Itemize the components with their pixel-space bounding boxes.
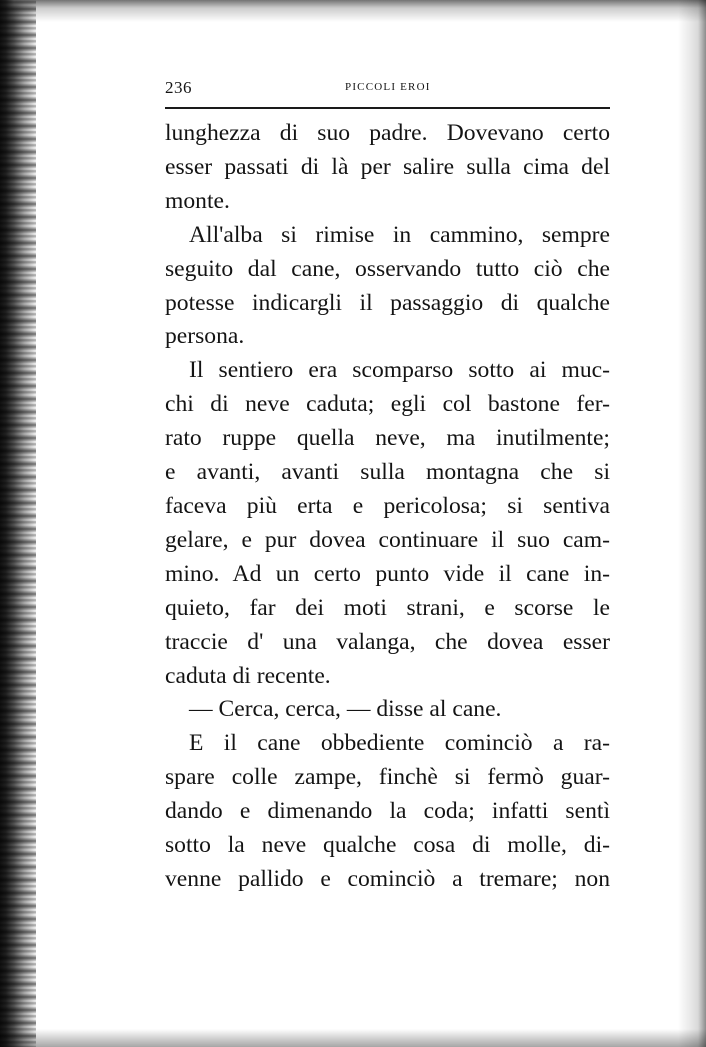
text-line: esser passati di là per salire sulla cima del: [165, 153, 610, 180]
text-line: persona.: [165, 323, 245, 350]
text-line: sotto la neve qualche cosa di molle, di-: [165, 832, 610, 859]
text-line: gelare, e pur dovea continuare il suo cam-: [165, 526, 610, 553]
text-line: e avanti, avanti sulla montagna che si: [165, 459, 610, 486]
scan-edge-top: [0, 0, 706, 22]
text-line: venne pallido e cominciò a tremare; non: [165, 865, 610, 892]
text-line: monte.: [165, 187, 230, 214]
text-line: — Cerca, cerca, — disse al cane.: [189, 696, 502, 723]
text-line: mino. Ad un certo punto vide il cane in-: [165, 560, 610, 587]
text-line: potesse indicargli il passaggio di qualche: [165, 289, 610, 316]
text-line: Il sentiero era scomparso sotto ai muc-: [189, 357, 610, 384]
running-title: PICCOLI EROI: [345, 81, 431, 93]
text-line: E il cane obbediente cominciò a ra-: [189, 730, 610, 757]
text-line: spare colle zampe, finchè si fermò guar-: [165, 764, 610, 791]
text-line: quieto, far dei moti strani, e scorse le: [165, 594, 610, 621]
scan-binding-edge: [0, 0, 36, 1047]
text-line: caduta di recente.: [165, 662, 331, 689]
text-line: chi di neve caduta; egli col bastone fer-: [165, 391, 610, 418]
page-number: 236: [165, 78, 192, 97]
text-line: faceva più erta e pericolosa; si sentiva: [165, 492, 610, 519]
text-line: rato ruppe quella neve, ma inutilmente;: [165, 425, 610, 452]
scan-edge-bottom: [0, 1029, 706, 1047]
text-line: seguito dal cane, osservando tutto ciò che: [165, 255, 610, 282]
text-line: traccie d' una valanga, che dovea esser: [165, 628, 610, 655]
running-head: [165, 74, 610, 100]
scan-edge-right: [678, 0, 706, 1047]
body-text: [165, 117, 610, 897]
header-rule: [165, 107, 610, 109]
text-line: dando e dimenando la coda; infatti sentì: [165, 798, 610, 825]
text-line: lunghezza di suo padre. Dovevano certo: [165, 120, 610, 146]
text-line: All'alba si rimise in cammino, sempre: [189, 221, 610, 248]
